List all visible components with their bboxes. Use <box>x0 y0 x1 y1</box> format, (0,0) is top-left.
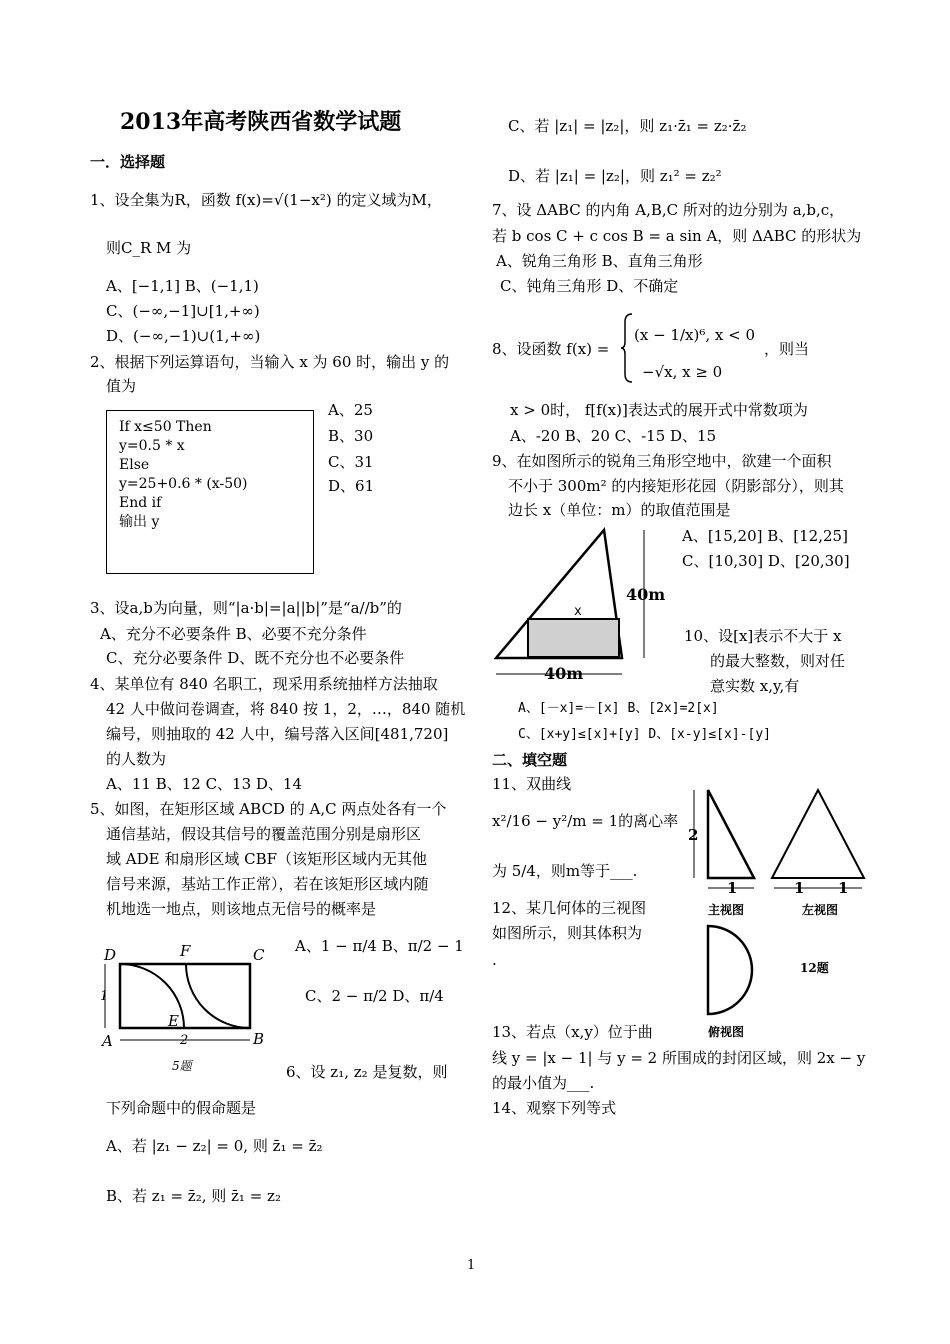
q2-opt-d: D、61 <box>328 477 375 495</box>
q11-stem: 11、双曲线 <box>492 775 572 793</box>
q2-opt-a: A、25 <box>328 401 373 419</box>
label-d: D <box>104 946 117 964</box>
q6-opt-c: C、若 |z₁| = |z₂|，则 z₁·z̄₁ = z₂·z̄₂ <box>508 117 747 135</box>
label-main-h: 2 <box>688 826 699 844</box>
label-a: A <box>102 1032 113 1050</box>
q9-opt-ab: A、[15,20] B、[12,25] <box>682 527 848 545</box>
q5-stem: 5、如图，在矩形区域 ABCD 的 A,C 两点处各有一个 <box>90 800 447 818</box>
label-e: E <box>168 1012 179 1030</box>
q1-stem2: 则C_R M 为 <box>106 239 192 257</box>
page-title: 2013年高考陕西省数学试题 <box>120 109 402 135</box>
label-c: C <box>253 946 265 964</box>
q9-figure <box>494 526 669 686</box>
q9-stem2: 不小于 300m² 的内接矩形花园（阴影部分），则其 <box>508 477 844 495</box>
q5-stem3: 域 ADE 和扇形区域 CBF（该矩形区域内无其他 <box>106 850 428 868</box>
label-left-view: 左视图 <box>802 903 839 917</box>
q6-stem: 6、设 z₁, z₂ 是复数，则 <box>286 1063 448 1081</box>
q3-opt-cd: C、充分必要条件 D、既不充分也不必要条件 <box>106 649 405 667</box>
q2-stem: 2、根据下列运算语句，当输入 x 为 60 时，输出 y 的 <box>90 353 450 371</box>
code-line: End if <box>119 495 162 511</box>
q12-stem: 12、某几何体的三视图 <box>492 899 647 917</box>
q6-opt-b: B、若 z₁ = z̄₂, 则 z̄₁ = z₂ <box>106 1187 281 1205</box>
q8-suffix: ，则当 <box>764 340 810 358</box>
q7-opt-ab: A、锐角三角形 B、直角三角形 <box>496 252 703 270</box>
label-left-w1: 1 <box>794 879 805 897</box>
label-height: 40m <box>626 585 666 604</box>
q8-prefix: 8、设函数 f(x) = <box>492 340 610 358</box>
label-left-w2: 1 <box>838 879 849 897</box>
q10-stem3: 意实数 x,y,有 <box>710 677 800 695</box>
q1-opt-ab: A、[−1,1] B、(−1,1) <box>106 277 259 295</box>
q5-opt-ab: A、1 − π/4 B、π/2 − 1 <box>295 937 464 955</box>
q4-stem: 4、某单位有 840 名职工，现采用系统抽样方法抽取 <box>90 675 438 693</box>
q5-opt-cd: C、2 − π/2 D、π/4 <box>305 987 444 1005</box>
q11-stem3: 为 5/4，则m等于___. <box>492 862 638 880</box>
q12-stem3: . <box>492 951 497 969</box>
q3-opt-ab: A、充分不必要条件 B、必要不充分条件 <box>100 625 367 643</box>
label-width: 2 <box>180 1033 189 1048</box>
page-number: 1 <box>467 1258 476 1273</box>
q1-opt-d: D、(−∞,−1)∪(1,+∞) <box>106 327 261 345</box>
label-f: F <box>180 942 191 960</box>
q13-stem: 13、若点（x,y）位于曲 <box>492 1023 653 1041</box>
q12-three-views <box>682 786 872 1042</box>
q8-stem2: x > 0时， f[f(x)]表达式的展开式中常数项为 <box>510 401 808 419</box>
q14-stem: 14、观察下列等式 <box>492 1099 617 1117</box>
q8-case2: −√x, x ≥ 0 <box>642 363 723 381</box>
code-line: y=25+0.6 * (x-50) <box>119 476 248 492</box>
label-main-w: 1 <box>727 879 738 897</box>
label-height: 1 <box>100 989 109 1004</box>
label-base: 40m <box>544 664 584 683</box>
code-line: 输出 y <box>119 514 160 530</box>
q6-stem2: 下列命题中的假命题是 <box>106 1099 257 1117</box>
q8-brace <box>620 312 634 384</box>
section-choice: 一．选择题 <box>90 153 166 171</box>
code-line: If x≤50 Then <box>119 419 212 435</box>
code-line: y=0.5 * x <box>119 438 185 454</box>
q5-stem4: 信号来源，基站工作正常），若在该矩形区域内随 <box>106 875 429 893</box>
q4-stem4: 的人数为 <box>106 750 167 768</box>
q13-stem2: 线 y = |x − 1| 与 y = 2 所围成的封闭区域，则 2x − y <box>492 1049 866 1067</box>
label-b: B <box>253 1030 265 1048</box>
q9-stem: 9、在如图所示的锐角三角形空地中，欲建一个面积 <box>492 452 832 470</box>
q6-opt-d: D、若 |z₁| = |z₂|，则 z₁² = z₂² <box>508 167 722 185</box>
q4-stem2: 42 人中做问卷调查，将 840 按 1，2，…，840 随机 <box>106 700 466 718</box>
q10-opt-cd: C、[x+y]≤[x]+[y] D、[x-y]≤[x]-[y] <box>518 727 771 742</box>
q2-opt-b: B、30 <box>328 427 374 445</box>
q2-code-box <box>106 410 314 574</box>
q2-opt-c: C、31 <box>328 453 374 471</box>
q1-opt-c: C、(−∞,−1]∪[1,+∞) <box>106 302 260 320</box>
q5-figure <box>100 940 280 1075</box>
q4-options: A、11 B、12 C、13 D、14 <box>106 775 303 793</box>
q8-options: A、-20 B、20 C、-15 D、15 <box>510 427 717 445</box>
q6-opt-a: A、若 |z₁ − z₂| = 0, 则 z̄₁ = z̄₂ <box>106 1137 323 1155</box>
label-caption: 12题 <box>800 961 829 975</box>
q10-stem2: 的最大整数，则对任 <box>710 652 846 670</box>
q9-stem3: 边长 x（单位：m）的取值范围是 <box>508 501 731 519</box>
q7-stem2: 若 b cos C + c cos B = a sin A，则 ΔABC 的形状为 <box>492 227 862 245</box>
q3-stem: 3、设a,b为向量，则“|a·b|=|a||b|”是“a//b”的 <box>90 599 402 617</box>
section-fill: 二、填空题 <box>492 751 568 769</box>
q9-opt-cd: C、[10,30] D、[20,30] <box>682 552 850 570</box>
label-top-view: 俯视图 <box>708 1025 745 1039</box>
q13-stem3: 的最小值为___. <box>492 1074 595 1092</box>
q10-stem: 10、设[x]表示不大于 x <box>684 627 842 645</box>
q7-stem: 7、设 ΔABC 的内角 A,B,C 所对的边分别为 a,b,c， <box>492 201 845 219</box>
label-x: x <box>574 604 582 619</box>
q8-case1: (x − 1/x)⁶, x < 0 <box>634 326 755 344</box>
q2-stem2: 值为 <box>106 377 137 395</box>
q1-stem: 1、设全集为R，函数 f(x)=√(1−x²) 的定义域为M， <box>90 191 442 209</box>
label-main-view: 主视图 <box>708 903 745 917</box>
q10-opt-ab: A、[－x]=－[x] B、[2x]=2[x] <box>518 701 719 716</box>
q4-stem3: 编号，则抽取的 42 人中，编号落入区间[481,720] <box>106 725 449 743</box>
q5-stem5: 机地选一地点，则该地点无信号的概率是 <box>106 900 377 918</box>
q5-stem2: 通信基站，假设其信号的覆盖范围分别是扇形区 <box>106 825 422 843</box>
code-line: Else <box>119 457 150 473</box>
q12-stem2: 如图所示，则其体积为 <box>492 924 643 942</box>
fig-caption: 5题 <box>172 1059 192 1073</box>
q7-opt-cd: C、钝角三角形 D、不确定 <box>500 277 679 295</box>
q11-stem2: x²/16 − y²/m = 1的离心率 <box>492 812 679 830</box>
